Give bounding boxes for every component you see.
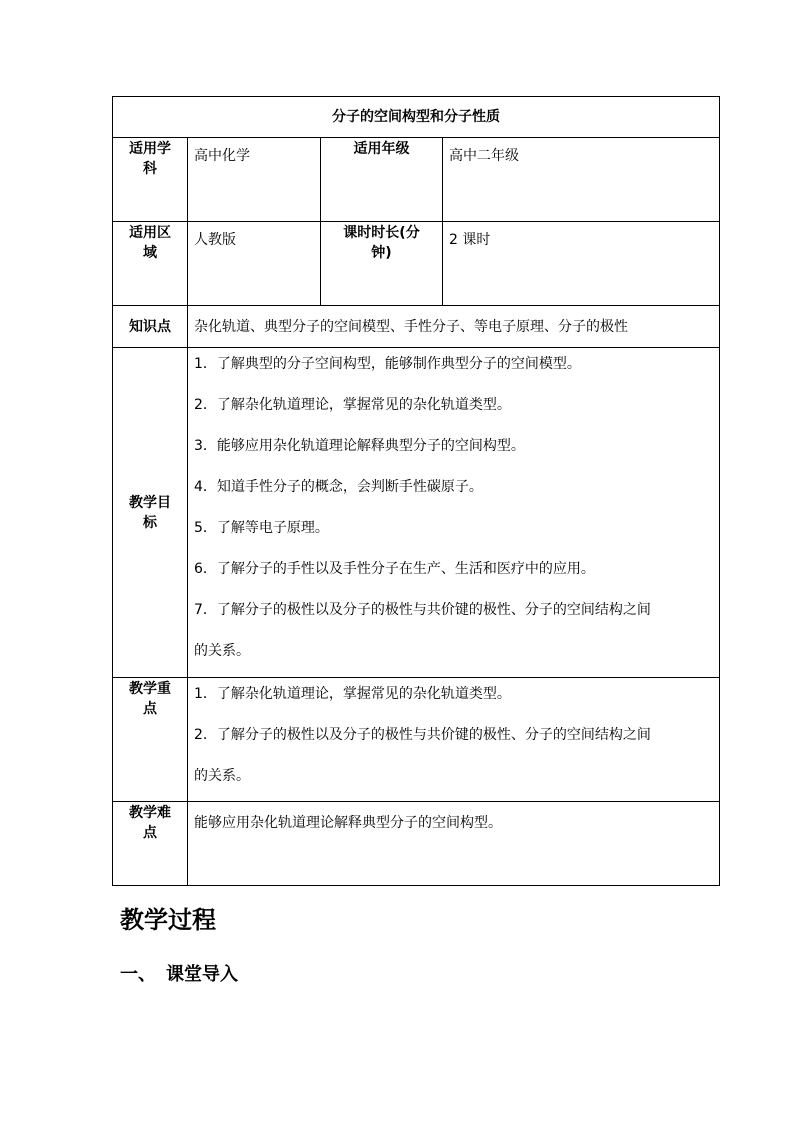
goal-item: 1．了解典型的分子空间构型，能够制作典型分子的空间模型。 — [194, 356, 581, 372]
goal-item-continued: 的关系。 — [194, 643, 250, 659]
duration-value: 2 课时 — [443, 222, 720, 306]
goal-item: 5．了解等电子原理。 — [194, 520, 329, 536]
subject-value: 高中化学 — [188, 138, 321, 222]
difficulty-label-line1: 教学难 — [129, 805, 171, 821]
knowledge-value: 杂化轨道、典型分子的空间模型、手性分子、等电子原理、分子的极性 — [188, 306, 720, 348]
goal-item: 2．了解杂化轨道理论，掌握常见的杂化轨道类型。 — [194, 397, 511, 413]
subject-label-line2: 科 — [143, 161, 157, 177]
goals-label-line2: 标 — [143, 515, 157, 531]
subsection-number: 一、 — [120, 964, 156, 985]
goals-label — [113, 348, 188, 678]
difficulty-label — [113, 802, 188, 886]
region-label-line2: 域 — [143, 245, 157, 261]
duration-label-line1: 课时时长(分 — [343, 225, 420, 241]
region-label — [113, 222, 188, 306]
difficulty-value: 能够应用杂化轨道理论解释典型分子的空间构型。 — [188, 802, 720, 886]
section-title: 教学过程 — [120, 906, 216, 934]
goals-list — [188, 348, 720, 678]
table-title: 分子的空间构型和分子性质 — [113, 97, 720, 138]
subsection-title: 课堂导入 — [166, 964, 238, 985]
focus-label-line1: 教学重 — [129, 681, 171, 697]
knowledge-label: 知识点 — [113, 306, 188, 348]
focus-item-continued: 的关系。 — [194, 768, 250, 784]
duration-label — [321, 222, 443, 306]
grade-label: 适用年级 — [321, 138, 443, 222]
goal-item: 7．了解分子的极性以及分子的极性与共价键的极性、分子的空间结构之间 — [194, 602, 651, 618]
difficulty-label-line2: 点 — [143, 825, 157, 841]
goals-label-line1: 教学目 — [129, 495, 171, 511]
focus-label-line2: 点 — [143, 701, 157, 717]
subject-label — [113, 138, 188, 222]
goal-item: 6．了解分子的手性以及手性分子在生产、生活和医疗中的应用。 — [194, 561, 595, 577]
focus-item: 2．了解分子的极性以及分子的极性与共价键的极性、分子的空间结构之间 — [194, 727, 651, 743]
subject-label-line1: 适用学 — [129, 141, 171, 157]
lesson-info-table — [112, 96, 720, 886]
region-value: 人教版 — [188, 222, 321, 306]
goal-item: 4．知道手性分子的概念，会判断手性碳原子。 — [194, 479, 483, 495]
focus-item: 1．了解杂化轨道理论，掌握常见的杂化轨道类型。 — [194, 686, 511, 702]
focus-label — [113, 678, 188, 802]
subsection-heading — [120, 960, 238, 986]
goal-item: 3．能够应用杂化轨道理论解释典型分子的空间构型。 — [194, 438, 525, 454]
grade-value: 高中二年级 — [443, 138, 720, 222]
duration-label-line2: 钟) — [371, 245, 392, 261]
focus-list — [188, 678, 720, 802]
region-label-line1: 适用区 — [129, 225, 171, 241]
